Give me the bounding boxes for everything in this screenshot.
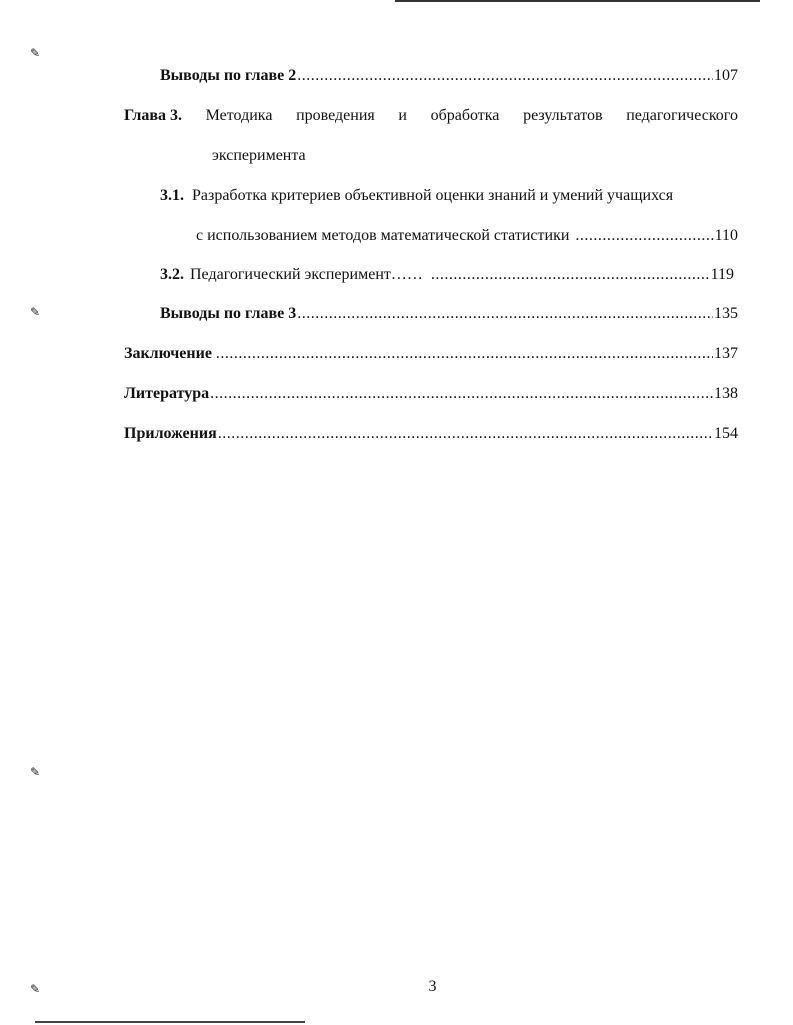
- dot-leader: [210, 384, 713, 404]
- toc-entry-label: Заключение: [124, 345, 212, 362]
- toc-entry-page: 110: [714, 227, 738, 244]
- toc-entry-label: Выводы по главе 2: [160, 67, 297, 84]
- punch-hole-mark-icon: ✎: [30, 305, 41, 319]
- toc-entry-page: 138: [714, 385, 738, 402]
- toc-entry-label: Выводы по главе 3: [160, 305, 297, 322]
- toc-entry-conclusions-ch2[interactable]: [160, 66, 738, 86]
- toc-entry-section-3-1-cont[interactable]: [196, 226, 738, 246]
- toc-entry-label: Приложения: [124, 425, 217, 442]
- punch-hole-mark-icon: ✎: [30, 982, 41, 996]
- toc-entry-section-3-1[interactable]: [160, 186, 673, 206]
- toc-entry-chapter3[interactable]: [124, 106, 738, 126]
- toc-entry-page: 107: [714, 67, 738, 84]
- chapter-title-word: обработка: [430, 107, 500, 124]
- punch-hole-mark-icon: ✎: [30, 46, 41, 60]
- toc-entry-literature[interactable]: [124, 384, 738, 404]
- toc-entry-section-3-2[interactable]: [160, 265, 734, 285]
- punch-hole-mark-icon: ✎: [30, 765, 41, 779]
- toc-entry-page: 119: [710, 266, 734, 283]
- section-number: 3.1.: [160, 187, 184, 204]
- chapter-number: Глава 3.: [124, 107, 182, 124]
- chapter-title-word: и: [398, 107, 407, 124]
- dot-leader: [297, 66, 713, 86]
- chapter-title-word: проведения: [296, 107, 375, 124]
- toc-entry-page: 154: [714, 425, 738, 442]
- section-title: Педагогический эксперимент……: [190, 266, 423, 283]
- toc-entry-page: 137: [714, 345, 738, 362]
- toc-entry-appendices[interactable]: [124, 424, 738, 444]
- section-title-line1: Разработка критериев объективной оценки знаний и умений учащихся: [192, 187, 674, 204]
- section-title-line2: с использованием методов математической статистики: [196, 227, 570, 244]
- chapter-title-word: педагогического: [626, 107, 738, 124]
- dot-leader: [297, 304, 713, 324]
- chapter-title-word: Методика: [205, 107, 273, 124]
- dot-leader: [431, 265, 710, 285]
- dot-leader: [216, 344, 713, 364]
- chapter-title-word: результатов: [523, 107, 603, 124]
- toc-entry-conclusion[interactable]: [124, 344, 738, 364]
- dot-leader: [218, 424, 713, 444]
- toc-entry-conclusions-ch3[interactable]: [160, 304, 738, 324]
- toc-entry-page: 135: [714, 305, 738, 322]
- dot-leader: [575, 226, 713, 246]
- page-number: 3: [428, 978, 437, 995]
- toc-entry-label: Литература: [124, 385, 210, 402]
- section-number: 3.2.: [160, 266, 184, 283]
- chapter-title-continuation: эксперимента: [212, 147, 306, 164]
